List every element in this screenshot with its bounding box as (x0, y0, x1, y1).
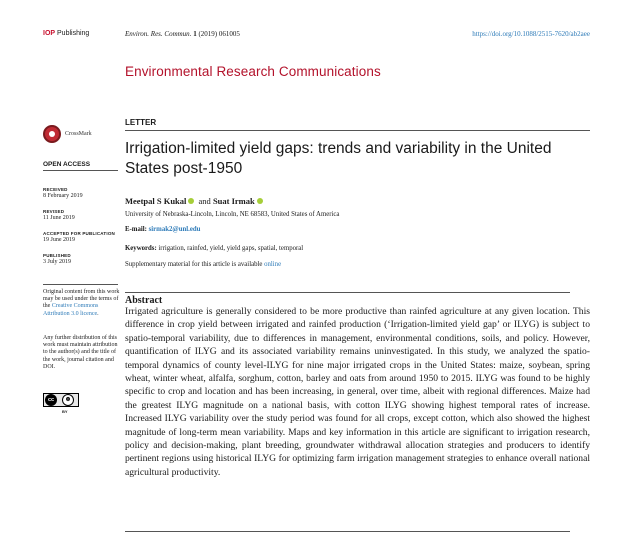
abstract-top-divider (125, 292, 570, 293)
date-label-accepted: ACCEPTED FOR PUBLICATION (43, 231, 115, 236)
citation-rest: (2019) 061005 (198, 30, 240, 38)
article-type: LETTER (125, 118, 157, 127)
crossmark-icon (43, 125, 61, 143)
crossmark-badge[interactable] (43, 125, 105, 147)
email-label: E-mail: (125, 226, 147, 233)
email-line (125, 226, 200, 233)
by-icon: ☻ (62, 394, 74, 406)
date-value-published: 3 July 2019 (43, 259, 72, 265)
abstract-bottom-divider (125, 531, 570, 532)
date-value-revised: 11 June 2019 (43, 215, 75, 221)
supplementary-line (125, 261, 281, 268)
crossmark-label: CrossMark (65, 131, 92, 137)
by-label: BY (62, 409, 68, 414)
keywords-text: irrigation, rainfed, yield, yield gaps, spatial, temporal (158, 245, 304, 252)
license-divider (43, 284, 118, 285)
publisher-label (43, 30, 89, 37)
author-1[interactable]: Meetpal S Kukal (125, 196, 187, 206)
license-text (43, 289, 120, 318)
cc-icon: cc (45, 394, 57, 406)
supplementary-text: Supplementary material for this article is available (125, 261, 263, 268)
article-title: Irrigation-limited yield gaps: trends and variability in the United States post-1950 (125, 140, 552, 177)
iop-logo: IOP (43, 30, 56, 37)
keywords-label: Keywords: (125, 245, 157, 252)
orcid-icon[interactable] (257, 198, 263, 204)
citation-volume: 1 (193, 30, 197, 38)
license-text-post: . (97, 310, 99, 317)
citation (125, 30, 240, 38)
orcid-icon[interactable] (188, 198, 194, 204)
date-label-received: RECEIVED (43, 187, 68, 192)
cc-by-badge[interactable] (43, 393, 79, 407)
author-2[interactable]: Suat Irmak (212, 196, 255, 206)
affiliation: University of Nebraska-Lincoln, Lincoln, NE 68583, United States of America (125, 211, 340, 218)
keywords-line (125, 245, 303, 252)
abstract-heading: Abstract (125, 295, 163, 306)
date-label-revised: REVISED (43, 209, 65, 214)
date-label-published: PUBLISHED (43, 253, 71, 258)
citation-journal: Environ. Res. Commun. (125, 30, 192, 38)
open-access-divider (43, 170, 118, 171)
date-value-accepted: 19 June 2019 (43, 237, 75, 243)
license-link[interactable]: Creative Commons Attribution 3.0 licence (43, 303, 99, 317)
publishing-text: Publishing (57, 30, 90, 37)
supplementary-link[interactable]: online (264, 261, 282, 268)
author-conj: and (198, 196, 211, 206)
date-value-received: 8 February 2019 (43, 193, 83, 199)
abstract-text: Irrigated agriculture is generally considered to be more productive than rainfed agriculture at any given location. This difference in crop yield between irrigated and rainfed production (‘Irrigation-limited yield gap’ or ILYG) is subject to spatio-temporal variability, due to differences in management, environmental conditions, soils, and policy. However, quantification of ILYG and its associated variability remains uninvestigated. In this study, we analyzed the spatio-temporal dynamics of county level-ILYG for nine major irrigated crops in the United States: maize, soybean, spring wheat, winter wheat, alfalfa, sorghum, cotton, barley and oats from around 1950 to 2015. ILYG was found to be highly specific to crop and location and has been increasing, in general, over time, albeit with regional differences. Maize had the greatest ILYG magnitude on a national basis, with cotton ILYG showing highest temporal rates of increase. Increased ILYG variability over the study period was found for all crops, except cotton, which also showed the highest magnitude of long-term mean variability. Maps and key information in this article are significant to irrigation research, policy and decision-making, plant breeding, groundwater withdrawal allocation strategies and producers to identify pertinent regions using historical ILYG for optimizing farm irrigation management strategies to enhance overall national agricultural productivity. (125, 306, 590, 478)
license-text-pre: Original content from this work may be used under the terms of the (43, 289, 120, 310)
open-access-label: OPEN ACCESS (43, 161, 91, 168)
article-type-divider (125, 130, 590, 131)
license-attribution-text: Any further distribution of this work must maintain attribution to the author(s) and the title of the work, journal citation and DOI. (43, 335, 118, 370)
authors (125, 196, 265, 206)
journal-title: Environmental Research Communications (125, 64, 381, 79)
email-link[interactable]: sirmak2@unl.edu (148, 226, 201, 233)
doi-link[interactable]: https://doi.org/10.1088/2515-7620/ab2aee (472, 30, 590, 38)
